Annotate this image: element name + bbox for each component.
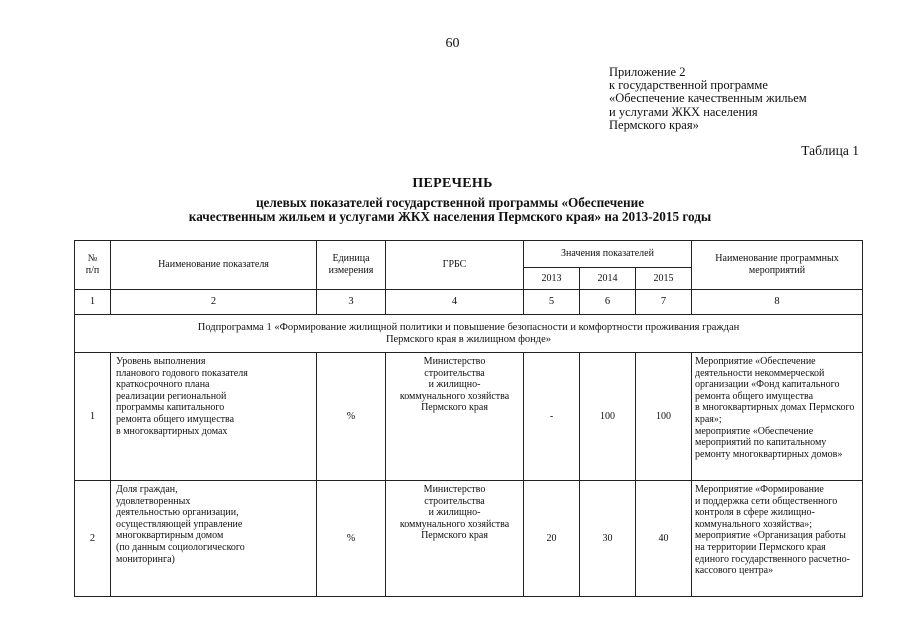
measure-line: Мероприятие «Формирование bbox=[695, 484, 824, 495]
appendix-line: Приложение 2 bbox=[609, 65, 686, 79]
appendix-line: к государственной программе bbox=[609, 78, 768, 93]
value-2015: 100 bbox=[636, 353, 692, 481]
header-year: 2014 bbox=[580, 268, 636, 290]
value-2014: 100 bbox=[580, 353, 636, 481]
indicator-name-line: программы капитального bbox=[116, 402, 225, 414]
measure-line: кассового центра» bbox=[695, 565, 774, 577]
indicator-name-line: планового годового показателя bbox=[116, 367, 248, 379]
grbs-line: Пермского края bbox=[421, 530, 488, 542]
indicator-name-line: Доля граждан, bbox=[116, 484, 178, 495]
column-number: 5 bbox=[524, 290, 580, 315]
indicator-grbs bbox=[386, 481, 524, 597]
header-measures bbox=[692, 241, 863, 290]
column-number: 4 bbox=[386, 290, 524, 315]
measure-line: мероприятие «Обеспечение bbox=[695, 425, 814, 437]
value-2014: 30 bbox=[580, 481, 636, 597]
indicator-grbs bbox=[386, 353, 524, 481]
grbs-line: Пермского края bbox=[421, 402, 488, 414]
subprogram-row bbox=[75, 315, 863, 353]
value-2015: 40 bbox=[636, 481, 692, 597]
measure-line: края»; bbox=[695, 413, 722, 425]
measure-line: на территории Пермского края bbox=[695, 541, 826, 553]
header-measures-line: мероприятий bbox=[748, 265, 806, 276]
header-unit-line: Единица bbox=[332, 253, 370, 265]
table-row bbox=[75, 481, 863, 597]
measure-line: Мероприятие «Обеспечение bbox=[695, 356, 816, 367]
indicator-name-line: мониторинга) bbox=[116, 553, 175, 565]
grbs-line: и жилищно- bbox=[428, 507, 481, 519]
measure-line: ремонту многоквартирных домов» bbox=[695, 448, 843, 460]
header-year: 2013 bbox=[524, 268, 580, 290]
header-num-line: № bbox=[87, 253, 98, 265]
measure-line: единого государственного расчетно- bbox=[695, 553, 850, 565]
measure-line: и поддержка сети общественного bbox=[695, 495, 838, 507]
grbs-line: коммунального хозяйства bbox=[399, 390, 510, 402]
indicator-name-line: удовлетворенных bbox=[116, 495, 191, 507]
measure-line: деятельности некоммерческой bbox=[695, 367, 825, 379]
measure-line: мероприятие «Организация работы bbox=[695, 530, 846, 542]
indicator-name-line: краткосрочного плана bbox=[116, 379, 210, 391]
program-measures bbox=[692, 353, 863, 481]
grbs-line: строительства bbox=[424, 495, 485, 507]
grbs-line: коммунального хозяйства bbox=[399, 518, 510, 530]
indicator-name bbox=[111, 481, 317, 597]
indicator-name-line: осуществляющей управление bbox=[116, 518, 243, 530]
column-number: 8 bbox=[692, 290, 863, 315]
indicator-name-line: ремонта общего имущества bbox=[116, 413, 235, 425]
row-number: 1 bbox=[75, 353, 111, 481]
appendix-heading bbox=[609, 66, 879, 132]
indicator-name-line: многоквартирным домом bbox=[116, 530, 224, 542]
header-indicator-name: Наименование показателя bbox=[111, 241, 317, 290]
program-measures bbox=[692, 481, 863, 597]
row-number: 2 bbox=[75, 481, 111, 597]
grbs-line: Министерство bbox=[423, 356, 486, 367]
indicator-unit: % bbox=[317, 353, 386, 481]
indicator-name-line: в многоквартирных домах bbox=[116, 425, 228, 437]
indicators-table bbox=[74, 240, 863, 597]
grbs-line: и жилищно- bbox=[428, 379, 481, 391]
document-subtitle bbox=[80, 196, 820, 223]
indicator-name bbox=[111, 353, 317, 481]
value-2013: - bbox=[524, 353, 580, 481]
measure-line: ремонта общего имущества bbox=[695, 390, 814, 402]
measure-line: организации «Фонд капитального bbox=[695, 379, 840, 391]
table-label: Таблица 1 bbox=[801, 143, 859, 158]
indicator-name-line: (по данным социологического bbox=[116, 541, 245, 553]
subprogram-title bbox=[75, 315, 863, 353]
appendix-line: «Обеспечение качественным жильем bbox=[609, 91, 807, 106]
table-row bbox=[75, 353, 863, 481]
indicator-unit: % bbox=[317, 481, 386, 597]
header-unit bbox=[317, 241, 386, 290]
subprogram-line: Пермского края в жилищном фонде» bbox=[385, 333, 552, 345]
header-values: Значения показателей bbox=[524, 241, 692, 268]
column-number: 7 bbox=[636, 290, 692, 315]
document-title: ПЕРЕЧЕНЬ bbox=[412, 176, 493, 191]
column-number: 2 bbox=[111, 290, 317, 315]
indicator-name-line: реализации региональной bbox=[116, 390, 227, 402]
header-measures-line: Наименование программных bbox=[715, 253, 839, 265]
indicator-name-line: Уровень выполнения bbox=[116, 356, 206, 367]
header-grbs: ГРБС bbox=[386, 241, 524, 290]
appendix-line: и услугами ЖКХ населения bbox=[609, 104, 758, 119]
table-header-row bbox=[75, 241, 863, 268]
column-number: 6 bbox=[580, 290, 636, 315]
header-year: 2015 bbox=[636, 268, 692, 290]
column-numbers-row bbox=[75, 290, 863, 315]
column-number: 1 bbox=[75, 290, 111, 315]
measure-line: коммунального хозяйства»; bbox=[695, 518, 813, 530]
subtitle-line: качественным жильем и услугами ЖКХ населения Пермского края» на 2013-2015 годы bbox=[188, 208, 712, 224]
measure-line: в многоквартирных домах Пермского bbox=[695, 402, 855, 414]
grbs-line: строительства bbox=[424, 367, 485, 379]
header-num-line: п/п bbox=[85, 265, 100, 276]
header-unit-line: измерения bbox=[328, 265, 374, 276]
value-2013: 20 bbox=[524, 481, 580, 597]
grbs-line: Министерство bbox=[423, 484, 486, 495]
appendix-line: Пермского края» bbox=[609, 117, 699, 132]
measure-line: мероприятий по капитальному bbox=[695, 437, 827, 449]
subtitle-line: целевых показателей государственной программы «Обеспечение bbox=[255, 195, 645, 210]
subprogram-line: Подпрограмма 1 «Формирование жилищной политики и повышение безопасности и комфортности проживания граждан bbox=[197, 321, 740, 333]
header-num bbox=[75, 241, 111, 290]
column-number: 3 bbox=[317, 290, 386, 315]
indicator-name-line: деятельностью организации, bbox=[116, 507, 239, 519]
page-number: 60 bbox=[445, 36, 460, 51]
measure-line: контроля в сфере жилищно- bbox=[695, 507, 815, 519]
